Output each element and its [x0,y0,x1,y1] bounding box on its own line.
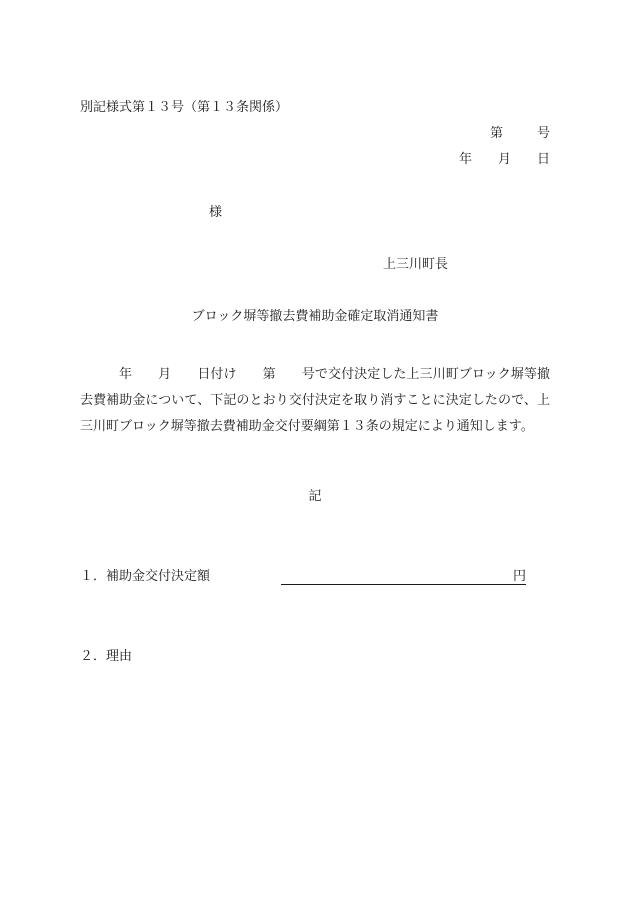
item-1-unit: 円 [512,569,526,584]
item-1-label: １．補助金交付決定額 [80,569,211,584]
item-1-amount-field [281,570,526,585]
date-day: 日 [536,152,550,167]
body-number-prefix: 第 [262,367,276,382]
body-year: 年 [119,367,133,382]
document-date [459,153,550,166]
body-main-text: 号で交付決定した上三川町ブロック塀等撤去費補助金について、下記のとおり交付決定を取り消すことに決定したので、上三川町ブロック塀等撤去費補助金交付要綱第１３条の規定により通知します。 [80,367,550,434]
document-number-suffix: 号 [536,126,550,141]
body-date-suffix: 日付け [197,367,237,382]
addressee-suffix: 様 [209,205,223,220]
ki-heading: 記 [308,489,322,504]
body-paragraph [80,362,550,440]
document-number [490,127,550,140]
document-number-prefix: 第 [489,126,503,141]
date-month: 月 [497,152,511,167]
issuer-name: 上三川町長 [383,257,449,272]
body-month: 月 [158,367,172,382]
date-year: 年 [458,152,472,167]
document-title: ブロック塀等撤去費補助金確定取消通知書 [191,309,439,324]
form-number: 別記様式第１３号（第１３条関係） [80,100,289,115]
item-2-label: ２．理由 [80,649,133,664]
